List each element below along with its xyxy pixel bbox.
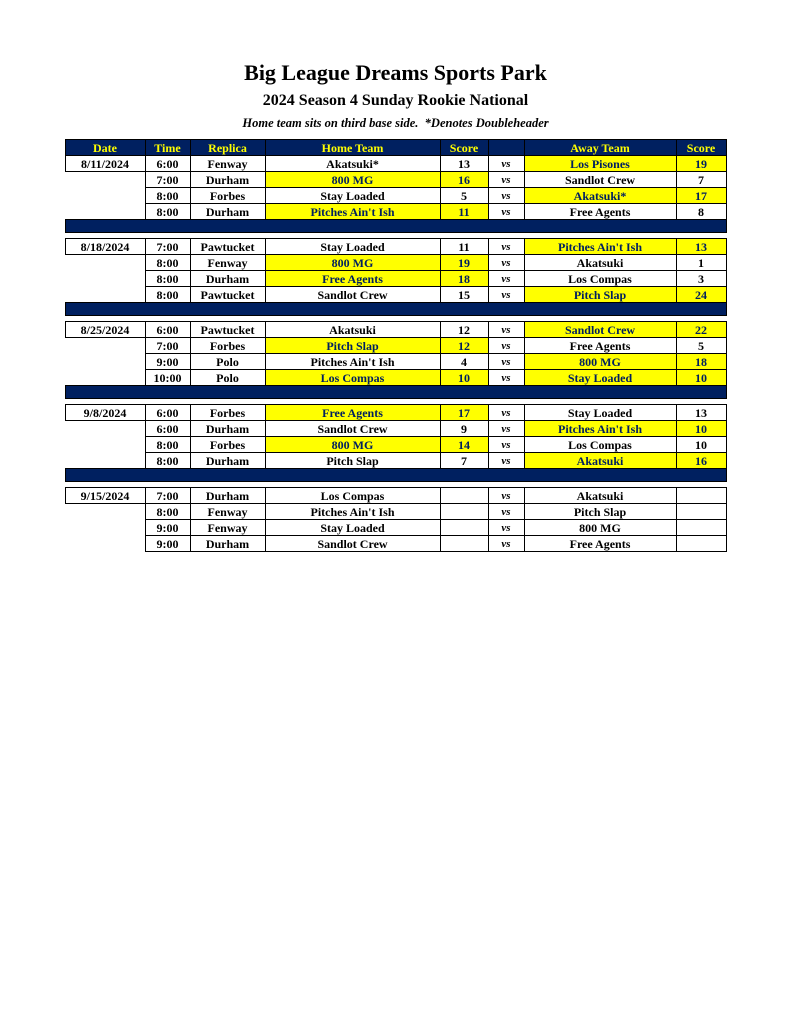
away-team-cell: Pitch Slap (524, 287, 676, 303)
home-score-cell: 9 (440, 421, 488, 437)
schedule-row (65, 453, 726, 469)
away-score-cell: 10 (676, 437, 726, 453)
schedule-row (65, 421, 726, 437)
home-score-cell: 4 (440, 354, 488, 370)
home-team-cell: 800 MG (265, 172, 440, 188)
away-team-cell: Pitches Ain't Ish (524, 239, 676, 255)
date-cell (65, 370, 145, 386)
date-cell (65, 172, 145, 188)
date-cell (65, 536, 145, 552)
away-team-cell: Akatsuki* (524, 188, 676, 204)
time-cell: 8:00 (145, 255, 190, 271)
time-cell: 8:00 (145, 204, 190, 220)
date-cell (65, 520, 145, 536)
away-score-cell: 7 (676, 172, 726, 188)
date-cell: 8/25/2024 (65, 322, 145, 338)
schedule-table (65, 139, 727, 552)
away-score-cell: 5 (676, 338, 726, 354)
schedule-row (65, 239, 726, 255)
schedule-row (65, 504, 726, 520)
home-team-cell: Pitches Ain't Ish (265, 354, 440, 370)
vs-label: vs (488, 354, 524, 370)
date-cell (65, 354, 145, 370)
away-team-cell: Akatsuki (524, 255, 676, 271)
away-score-cell: 16 (676, 453, 726, 469)
date-cell: 9/8/2024 (65, 405, 145, 421)
schedule-row (65, 437, 726, 453)
away-score-cell: 22 (676, 322, 726, 338)
column-header-away-team: Away Team (524, 140, 676, 156)
date-cell (65, 255, 145, 271)
replica-cell: Pawtucket (190, 322, 265, 338)
home-score-cell: 17 (440, 405, 488, 421)
away-score-cell: 3 (676, 271, 726, 287)
replica-cell: Forbes (190, 188, 265, 204)
home-team-cell: Stay Loaded (265, 188, 440, 204)
replica-cell: Forbes (190, 437, 265, 453)
date-separator-row (65, 386, 726, 399)
replica-cell: Fenway (190, 156, 265, 172)
home-score-cell (440, 520, 488, 536)
home-team-cell: Pitch Slap (265, 453, 440, 469)
time-cell: 7:00 (145, 488, 190, 504)
time-cell: 8:00 (145, 188, 190, 204)
replica-cell: Pawtucket (190, 239, 265, 255)
away-team-cell: 800 MG (524, 354, 676, 370)
away-team-cell: Los Compas (524, 437, 676, 453)
date-separator-bar (65, 386, 726, 399)
vs-label: vs (488, 239, 524, 255)
vs-label: vs (488, 204, 524, 220)
date-cell: 8/11/2024 (65, 156, 145, 172)
vs-label: vs (488, 255, 524, 271)
home-score-cell: 11 (440, 239, 488, 255)
replica-cell: Polo (190, 354, 265, 370)
vs-label: vs (488, 437, 524, 453)
time-cell: 8:00 (145, 504, 190, 520)
replica-cell: Durham (190, 536, 265, 552)
schedule-table-head (65, 140, 726, 156)
column-header-away-score: Score (676, 140, 726, 156)
date-separator-row (65, 469, 726, 482)
date-cell (65, 287, 145, 303)
page-note: Home team sits on third base side. *Denotes Doubleheader (242, 116, 549, 130)
home-team-cell: Free Agents (265, 271, 440, 287)
away-score-cell (676, 504, 726, 520)
vs-label: vs (488, 172, 524, 188)
away-team-cell: 800 MG (524, 520, 676, 536)
time-cell: 8:00 (145, 437, 190, 453)
time-cell: 7:00 (145, 239, 190, 255)
vs-label: vs (488, 370, 524, 386)
vs-label: vs (488, 421, 524, 437)
page-subtitle: 2024 Season 4 Sunday Rookie National (262, 92, 529, 109)
time-cell: 7:00 (145, 338, 190, 354)
schedule-row (65, 322, 726, 338)
vs-label: vs (488, 287, 524, 303)
replica-cell: Fenway (190, 504, 265, 520)
replica-cell: Polo (190, 370, 265, 386)
schedule-row (65, 255, 726, 271)
time-cell: 10:00 (145, 370, 190, 386)
vs-label: vs (488, 536, 524, 552)
away-score-cell: 24 (676, 287, 726, 303)
schedule-row (65, 287, 726, 303)
time-cell: 8:00 (145, 271, 190, 287)
away-score-cell: 17 (676, 188, 726, 204)
column-header-vs (488, 140, 524, 156)
home-team-cell: Pitches Ain't Ish (265, 504, 440, 520)
date-separator-bar (65, 220, 726, 233)
schedule-row (65, 156, 726, 172)
home-team-cell: Sandlot Crew (265, 536, 440, 552)
home-team-cell: 800 MG (265, 255, 440, 271)
replica-cell: Fenway (190, 520, 265, 536)
away-team-cell: Sandlot Crew (524, 172, 676, 188)
time-cell: 6:00 (145, 421, 190, 437)
date-cell (65, 421, 145, 437)
home-score-cell: 14 (440, 437, 488, 453)
date-cell (65, 188, 145, 204)
date-cell (65, 504, 145, 520)
home-score-cell: 15 (440, 287, 488, 303)
away-team-cell: Los Pisones (524, 156, 676, 172)
schedule-row (65, 536, 726, 552)
replica-cell: Durham (190, 453, 265, 469)
date-separator-row (65, 303, 726, 316)
vs-label: vs (488, 453, 524, 469)
schedule-row (65, 271, 726, 287)
away-team-cell: Akatsuki (524, 453, 676, 469)
date-cell (65, 204, 145, 220)
column-header-time: Time (145, 140, 190, 156)
replica-cell: Durham (190, 488, 265, 504)
home-score-cell: 10 (440, 370, 488, 386)
date-cell (65, 453, 145, 469)
away-score-cell (676, 488, 726, 504)
time-cell: 8:00 (145, 287, 190, 303)
home-team-cell: Pitch Slap (265, 338, 440, 354)
replica-cell: Fenway (190, 255, 265, 271)
column-header-home-score: Score (440, 140, 488, 156)
replica-cell: Durham (190, 204, 265, 220)
column-header-replica: Replica (190, 140, 265, 156)
vs-label: vs (488, 504, 524, 520)
away-score-cell: 13 (676, 239, 726, 255)
column-header-date: Date (65, 140, 145, 156)
column-header-home-team: Home Team (265, 140, 440, 156)
date-separator-bar (65, 303, 726, 316)
home-score-cell: 19 (440, 255, 488, 271)
vs-label: vs (488, 322, 524, 338)
vs-label: vs (488, 520, 524, 536)
home-score-cell: 11 (440, 204, 488, 220)
away-score-cell (676, 520, 726, 536)
home-team-cell: Free Agents (265, 405, 440, 421)
date-separator-row (65, 220, 726, 233)
page-title: Big League Dreams Sports Park (244, 60, 547, 85)
home-team-cell: Los Compas (265, 488, 440, 504)
home-team-cell: Stay Loaded (265, 520, 440, 536)
schedule-row (65, 204, 726, 220)
page-header (0, 0, 791, 131)
vs-label: vs (488, 271, 524, 287)
home-team-cell: Sandlot Crew (265, 287, 440, 303)
replica-cell: Durham (190, 271, 265, 287)
away-team-cell: Free Agents (524, 536, 676, 552)
schedule-row (65, 370, 726, 386)
away-team-cell: Sandlot Crew (524, 322, 676, 338)
date-cell: 9/15/2024 (65, 488, 145, 504)
home-score-cell (440, 488, 488, 504)
time-cell: 9:00 (145, 536, 190, 552)
replica-cell: Pawtucket (190, 287, 265, 303)
home-score-cell: 5 (440, 188, 488, 204)
home-score-cell: 18 (440, 271, 488, 287)
vs-label: vs (488, 188, 524, 204)
home-score-cell: 7 (440, 453, 488, 469)
home-score-cell: 12 (440, 338, 488, 354)
home-score-cell (440, 536, 488, 552)
away-team-cell: Los Compas (524, 271, 676, 287)
time-cell: 6:00 (145, 405, 190, 421)
away-team-cell: Akatsuki (524, 488, 676, 504)
home-score-cell: 16 (440, 172, 488, 188)
away-score-cell: 18 (676, 354, 726, 370)
date-separator-bar (65, 469, 726, 482)
away-team-cell: Stay Loaded (524, 405, 676, 421)
schedule-row (65, 488, 726, 504)
time-cell: 9:00 (145, 520, 190, 536)
vs-label: vs (488, 338, 524, 354)
time-cell: 7:00 (145, 172, 190, 188)
away-team-cell: Pitch Slap (524, 504, 676, 520)
away-team-cell: Stay Loaded (524, 370, 676, 386)
away-score-cell: 19 (676, 156, 726, 172)
date-cell: 8/18/2024 (65, 239, 145, 255)
time-cell: 8:00 (145, 453, 190, 469)
date-cell (65, 437, 145, 453)
away-team-cell: Free Agents (524, 338, 676, 354)
away-score-cell: 1 (676, 255, 726, 271)
time-cell: 6:00 (145, 156, 190, 172)
replica-cell: Forbes (190, 338, 265, 354)
schedule-row (65, 338, 726, 354)
header-row (65, 140, 726, 156)
home-score-cell: 12 (440, 322, 488, 338)
date-cell (65, 271, 145, 287)
time-cell: 9:00 (145, 354, 190, 370)
home-team-cell: Los Compas (265, 370, 440, 386)
vs-label: vs (488, 488, 524, 504)
home-team-cell: Akatsuki (265, 322, 440, 338)
schedule-row (65, 354, 726, 370)
away-score-cell: 13 (676, 405, 726, 421)
schedule-row (65, 188, 726, 204)
home-score-cell (440, 504, 488, 520)
schedule-row (65, 172, 726, 188)
home-team-cell: Akatsuki* (265, 156, 440, 172)
replica-cell: Durham (190, 421, 265, 437)
away-team-cell: Pitches Ain't Ish (524, 421, 676, 437)
away-team-cell: Free Agents (524, 204, 676, 220)
away-score-cell: 10 (676, 421, 726, 437)
home-score-cell: 13 (440, 156, 488, 172)
schedule-row (65, 405, 726, 421)
home-team-cell: Sandlot Crew (265, 421, 440, 437)
away-score-cell (676, 536, 726, 552)
home-team-cell: Pitches Ain't Ish (265, 204, 440, 220)
schedule-row (65, 520, 726, 536)
vs-label: vs (488, 405, 524, 421)
replica-cell: Durham (190, 172, 265, 188)
vs-label: vs (488, 156, 524, 172)
away-score-cell: 10 (676, 370, 726, 386)
time-cell: 6:00 (145, 322, 190, 338)
replica-cell: Forbes (190, 405, 265, 421)
home-team-cell: Stay Loaded (265, 239, 440, 255)
date-cell (65, 338, 145, 354)
schedule-table-body (65, 156, 726, 552)
away-score-cell: 8 (676, 204, 726, 220)
home-team-cell: 800 MG (265, 437, 440, 453)
